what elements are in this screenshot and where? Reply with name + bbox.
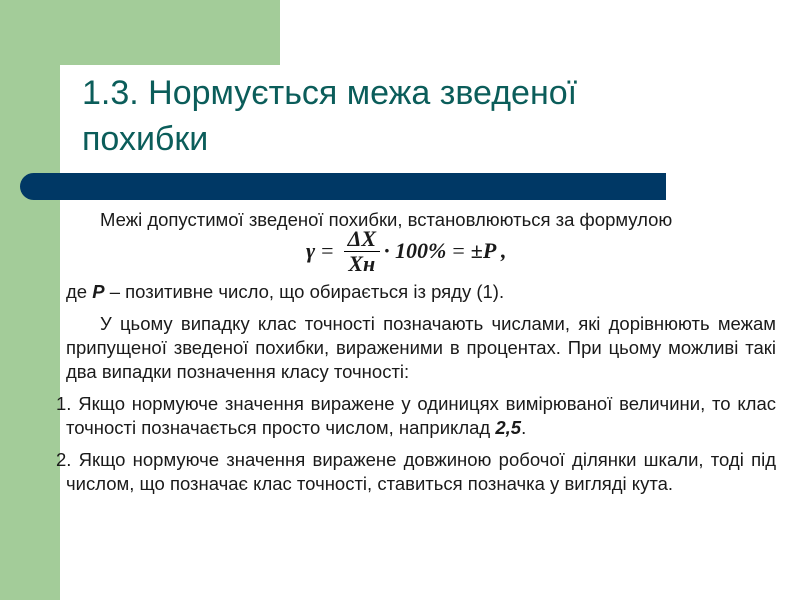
slide-body (56, 208, 776, 496)
formula-fraction (344, 227, 380, 276)
formula-multiplier: · 100% (384, 238, 447, 263)
definition-symbol: P (92, 281, 105, 302)
divider-bar (20, 173, 666, 200)
list-item-2 (56, 448, 776, 496)
formula-lhs: γ (306, 238, 316, 263)
slide-title: 1.3. Нормується межа зведеної похибки (82, 74, 578, 158)
list-item-1-number: 1. (56, 393, 72, 414)
formula (306, 224, 507, 278)
formula-rhs: ±P , (470, 238, 507, 263)
left-green-strip (0, 0, 60, 600)
list-item-2-number: 2. (56, 449, 72, 470)
definition-line (66, 280, 776, 304)
list-item-1-end: . (521, 417, 527, 438)
list-item-1 (56, 392, 776, 440)
list-item-2-text: Якщо нормуюче значення виражене довжиною робочої ділянки шкали, тоді під числом, що позначає клас точності, ставиться позначка у вигляді кута. (66, 449, 776, 494)
definition-text: – позитивне число, що обирається із ряду (1). (104, 281, 505, 302)
intro-paragraph: Межі допустимої зведеної похибки, встановлюються за формулою (100, 209, 673, 230)
formula-equals-1: = (321, 238, 334, 263)
formula-equals-2: = (452, 238, 465, 263)
formula-numerator: ΔX (344, 227, 380, 252)
list-item-1-example: 2,5 (495, 417, 522, 438)
definition-prefix: де (66, 281, 93, 302)
formula-denominator: Xн (348, 250, 376, 276)
accuracy-class-paragraph: У цьому випадку клас точності позначають числами, які дорівнюють межам припущеної зведеної похибки, вираженими в процентах. При цьому можливі такі два випадки позначення класу точності: (66, 313, 776, 382)
list-item-1-text: Якщо нормуюче значення виражене у одиницях вимірюваної величини, то клас точності позначається просто числом, наприклад (66, 393, 776, 438)
formula-row (66, 224, 776, 278)
